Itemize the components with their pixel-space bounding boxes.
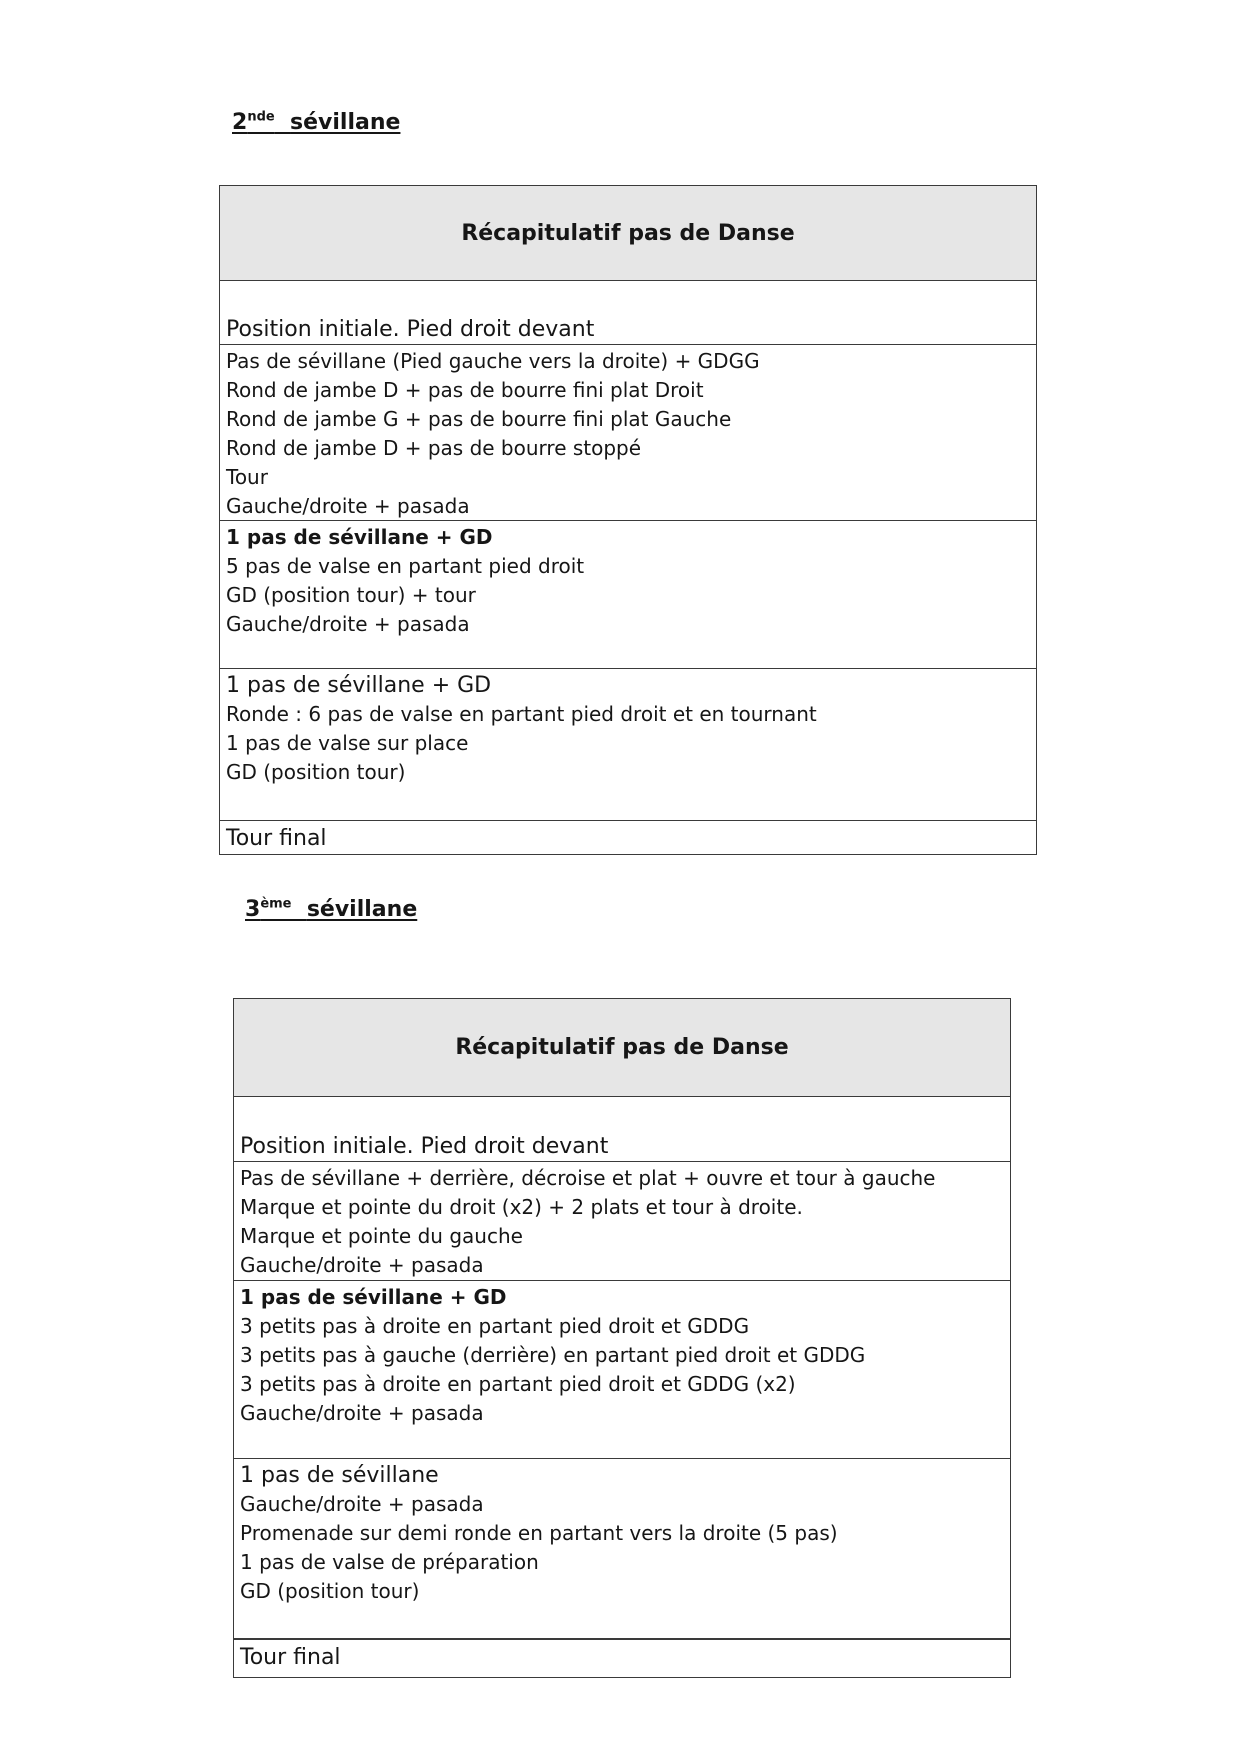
step-block: [220, 521, 1036, 669]
step-line: Ronde : 6 pas de valse en partant pied droit et en tournant: [226, 702, 817, 726]
step-line: GD (position tour): [226, 760, 406, 784]
step-line: Gauche/droite + pasada: [240, 1492, 484, 1516]
initial-position-row: Position initiale. Pied droit devant: [234, 1097, 1010, 1162]
section-title: [245, 897, 417, 922]
section-number: 2: [232, 110, 248, 135]
step-line: Gauche/droite + pasada: [240, 1253, 484, 1277]
step-line: 1 pas de valse de préparation: [240, 1550, 539, 1574]
step-line: Rond de jambe D + pas de bourre fini plat Droit: [226, 378, 704, 402]
step-line: Rond de jambe G + pas de bourre fini plat Gauche: [226, 407, 732, 431]
step-block: [234, 1281, 1010, 1459]
step-line: Gauche/droite + pasada: [226, 612, 470, 636]
section-name: sévillane: [306, 897, 418, 922]
step-line: 1 pas de sévillane + GD: [226, 673, 492, 698]
step-block: [234, 1459, 1010, 1639]
recap-table: [233, 998, 1011, 1678]
step-line: Tour: [226, 465, 268, 489]
step-line: 3 petits pas à droite en partant pied droit et GDDG: [240, 1314, 750, 1338]
step-line: Pas de sévillane (Pied gauche vers la droite) + GDGG: [226, 349, 760, 373]
step-line: 3 petits pas à gauche (derrière) en partant pied droit et GDDG: [240, 1343, 866, 1367]
step-block: [234, 1162, 1010, 1281]
step-line: GD (position tour): [240, 1579, 420, 1603]
step-line: 1 pas de valse sur place: [226, 731, 469, 755]
step-line: 3 petits pas à droite en partant pied droit et GDDG (x2): [240, 1372, 796, 1396]
step-line: Pas de sévillane + derrière, décroise et plat + ouvre et tour à gauche: [240, 1166, 936, 1190]
final-row: Tour final: [234, 1639, 1010, 1675]
table-header: Récapitulatif pas de Danse: [234, 999, 1010, 1097]
step-line: 5 pas de valse en partant pied droit: [226, 554, 585, 578]
step-line: 1 pas de sévillane: [240, 1463, 439, 1488]
section-title: [232, 110, 400, 135]
step-line: Marque et pointe du gauche: [240, 1224, 523, 1248]
step-line: Gauche/droite + pasada: [240, 1401, 484, 1425]
table-header: Récapitulatif pas de Danse: [220, 186, 1036, 281]
step-line: Rond de jambe D + pas de bourre stoppé: [226, 436, 642, 460]
step-line: Gauche/droite + pasada: [226, 494, 470, 518]
step-block: [220, 345, 1036, 521]
step-line: 1 pas de sévillane + GD: [226, 525, 493, 549]
step-line: GD (position tour) + tour: [226, 583, 476, 607]
step-line: Marque et pointe du droit (x2) + 2 plats et tour à droite.: [240, 1195, 803, 1219]
step-line: 1 pas de sévillane + GD: [240, 1285, 507, 1309]
initial-position-row: Position initiale. Pied droit devant: [220, 281, 1036, 345]
section-name: sévillane: [290, 110, 401, 135]
recap-table: [219, 185, 1037, 855]
step-line: Promenade sur demi ronde en partant vers la droite (5 pas): [240, 1521, 838, 1545]
section-ordinal-suffix: ème: [260, 896, 292, 912]
section-number: 3: [245, 897, 261, 922]
final-row: Tour final: [226, 826, 327, 851]
step-block: [220, 669, 1036, 821]
section-ordinal-suffix: nde: [247, 109, 275, 125]
